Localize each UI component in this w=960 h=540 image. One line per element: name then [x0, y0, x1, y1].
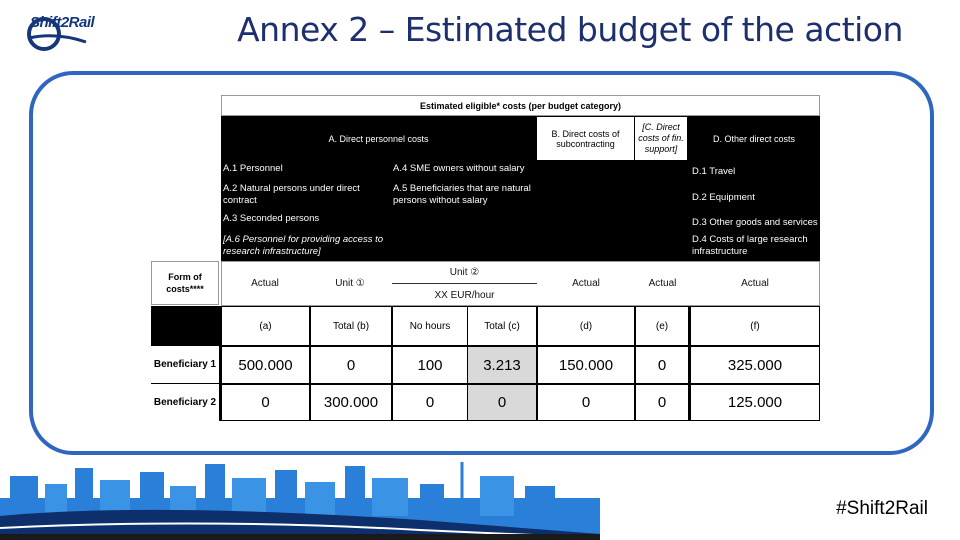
row-2-e: 0: [636, 385, 688, 420]
page-title: Annex 2 – Estimated budget of the action: [237, 10, 903, 49]
row-1-e: 0: [636, 347, 688, 383]
col-b: Total (b): [311, 307, 391, 345]
row-1-hours: 100: [393, 347, 467, 383]
col-c: Total (c): [468, 307, 536, 345]
row-1-name: Beneficiary 1: [151, 346, 219, 383]
a4-label: A.4 SME owners without salary: [393, 163, 525, 174]
col-e: (e): [636, 307, 688, 345]
table-top-title: Estimated eligible* costs (per budget category): [221, 95, 820, 116]
form-unit1: Unit ①: [335, 278, 365, 289]
row-2-name: Beneficiary 2: [151, 384, 219, 421]
form-actual-a: Actual: [251, 278, 279, 289]
cat-d-label: D. Other direct costs: [688, 120, 820, 158]
a1-label: A.1 Personnel: [223, 163, 283, 174]
col-a: (a): [222, 307, 309, 345]
cat-a-label: A. Direct personnel costs: [221, 120, 536, 158]
cat-c-label: [C. Direct costs of fin. support]: [635, 117, 687, 160]
d1-label: D.1 Travel: [692, 166, 736, 177]
form-actual-b: Actual: [572, 278, 600, 289]
form-actual-c: Actual: [648, 278, 677, 289]
a6-label: [A.6 Personnel for providing access to research infrastructure]: [223, 234, 384, 257]
form-actual-d: Actual: [741, 278, 769, 289]
form-of-costs-label: Form of costs****: [151, 261, 219, 305]
form-unit2: Unit ②: [392, 262, 537, 284]
form-unit2-sub: XX EUR/hour: [434, 289, 495, 301]
logo-text: Shift2Rail: [30, 14, 95, 31]
row-2-hours: 0: [393, 385, 467, 420]
row-2-a: 0: [222, 385, 309, 420]
row-2-f: 125.000: [691, 385, 819, 420]
a5-label: A.5 Beneficiaries that are natural persons without salary: [393, 183, 531, 206]
row-2-d: 0: [538, 385, 634, 420]
d2-label: D.2 Equipment: [692, 192, 755, 203]
col-f: (f): [691, 307, 819, 345]
city-skyline-icon: [0, 458, 600, 540]
row-2-c: 0: [468, 385, 536, 420]
row-1-c: 3.213: [468, 347, 536, 383]
col-d: (d): [538, 307, 634, 345]
a2-label: A.2 Natural persons under direct contract: [223, 183, 360, 206]
row-1-b: 0: [311, 347, 391, 383]
cat-b-label: B. Direct costs of subcontracting: [537, 117, 634, 160]
a3-label: A.3 Seconded persons: [223, 213, 320, 224]
row-1-d: 150.000: [538, 347, 634, 383]
row-1-a: 500.000: [222, 347, 309, 383]
row-1-f: 325.000: [691, 347, 819, 383]
col-hours: No hours: [393, 307, 467, 345]
d3-label: D.3 Other goods and services: [692, 217, 818, 228]
row-2-b: 300.000: [311, 385, 391, 420]
d4-label: D.4 Costs of large research infrastructure: [692, 234, 808, 257]
hashtag-label: #Shift2Rail: [836, 498, 928, 519]
